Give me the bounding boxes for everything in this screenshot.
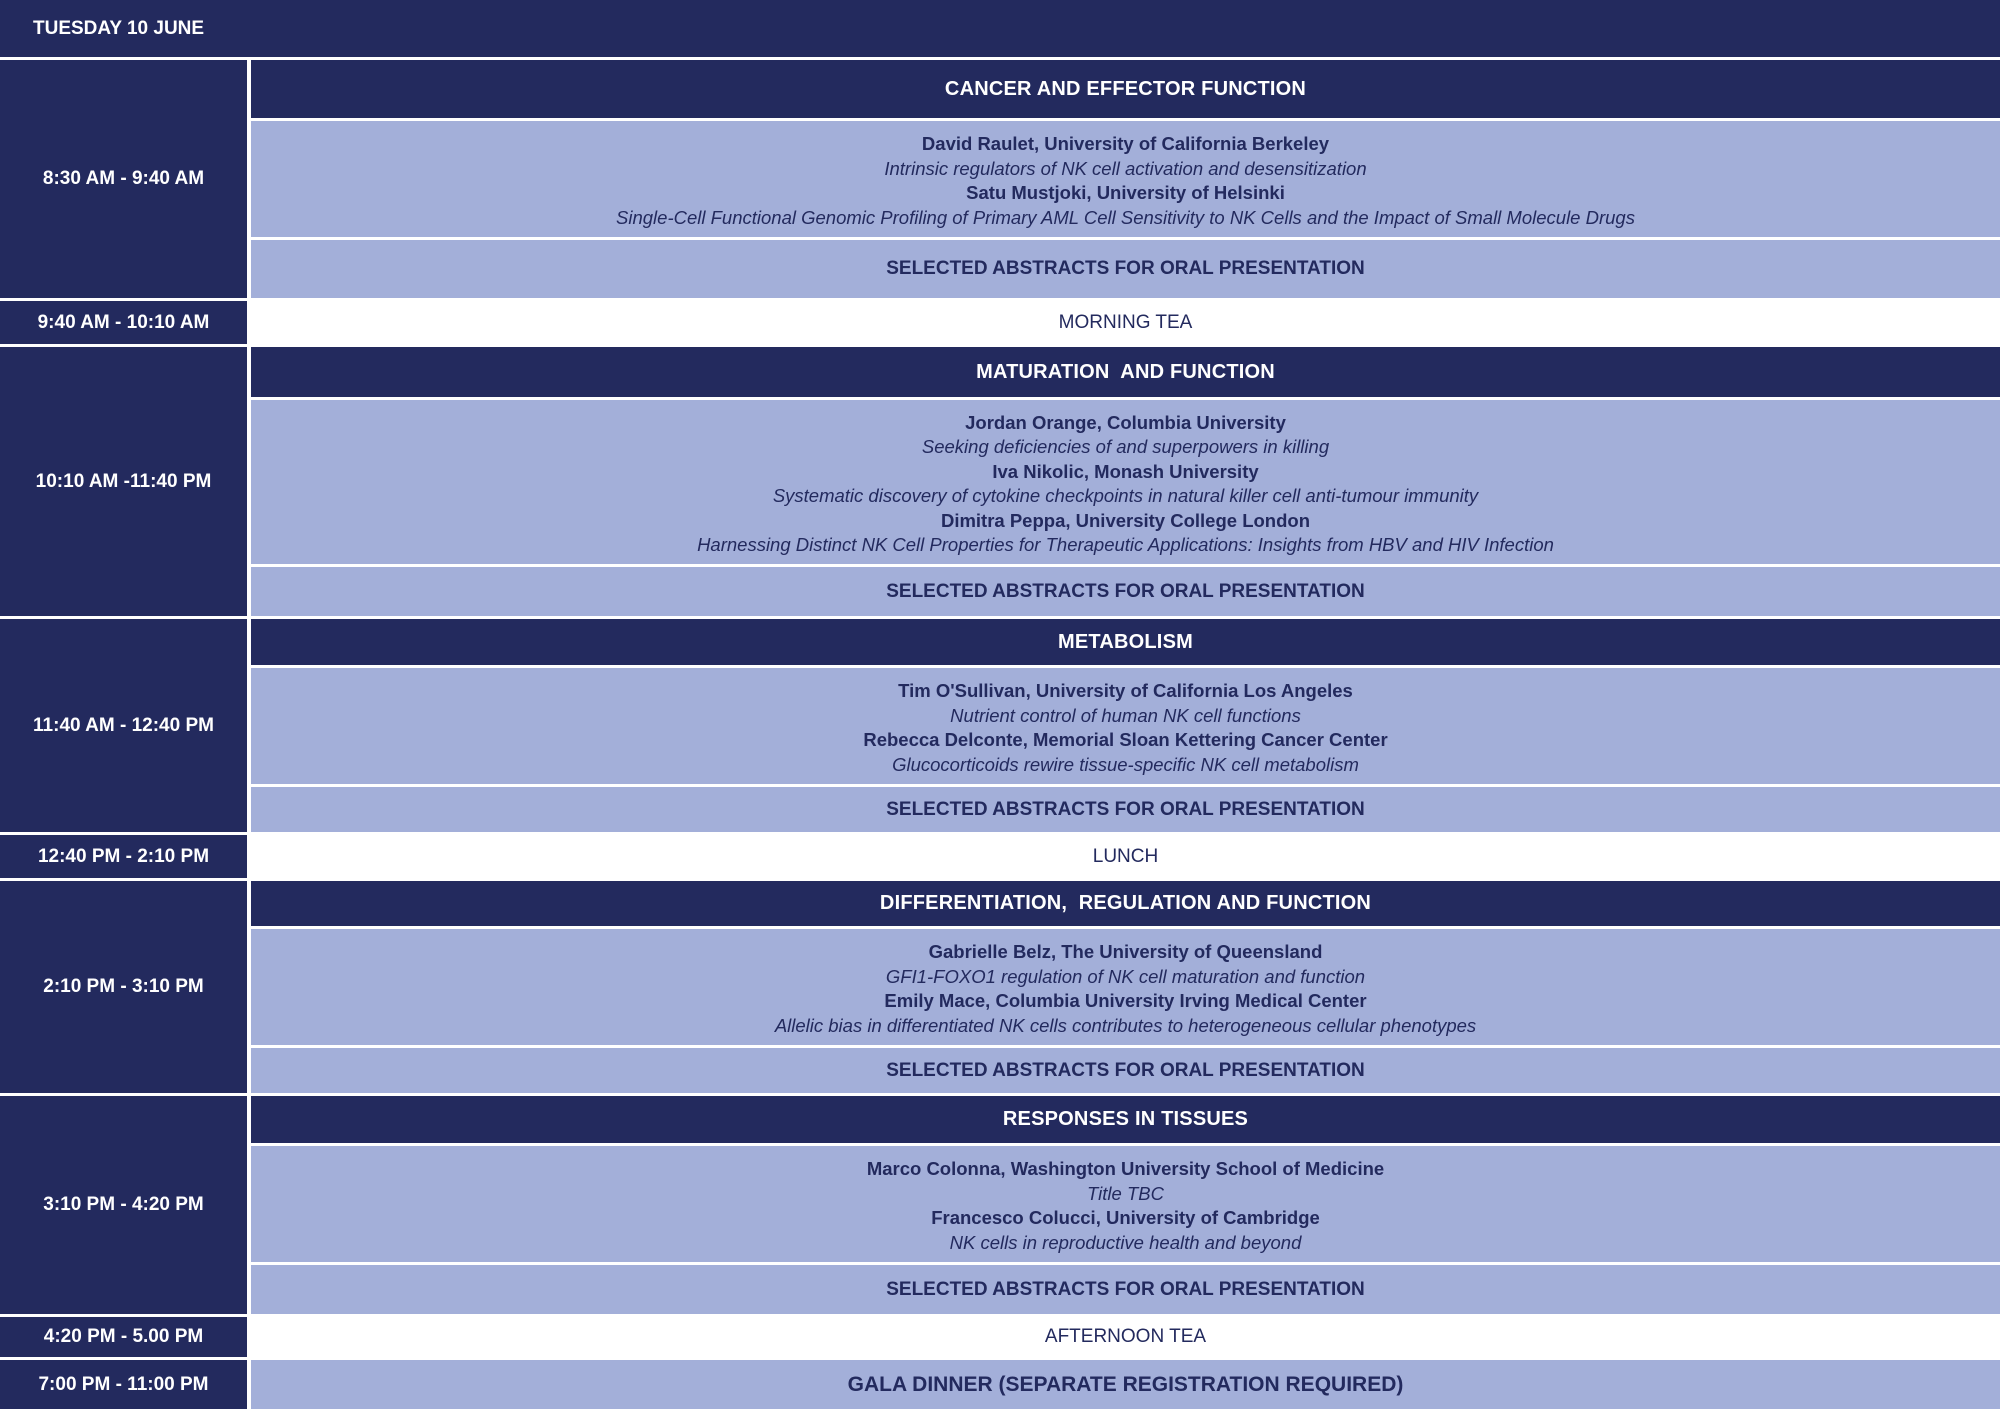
- break-cell: [251, 835, 2000, 878]
- time-label: 9:40 AM - 10:10 AM: [37, 311, 210, 333]
- break-label: AFTERNOON TEA: [1044, 1326, 1207, 1347]
- time-label: 10:10 AM -11:40 PM: [35, 470, 212, 492]
- talk-title: Intrinsic regulators of NK cell activation and desensitization: [884, 157, 1367, 179]
- time-cell: [0, 1096, 247, 1314]
- talks-cell: [251, 121, 2000, 237]
- speaker: Dimitra Peppa, University College London: [940, 509, 1311, 531]
- time-cell: [0, 881, 247, 1093]
- time-cell: [0, 835, 247, 878]
- time-cell: [0, 1317, 247, 1357]
- speaker: Tim O'Sullivan, University of California Los Angeles: [898, 680, 1353, 701]
- speaker: David Raulet, University of California Berkeley: [921, 133, 1330, 154]
- time-label: 12:40 PM - 2:10 PM: [37, 845, 210, 867]
- selected-abstracts: [251, 567, 2000, 616]
- break-label: LUNCH: [1092, 845, 1159, 867]
- day-header: [0, 0, 2000, 57]
- talk-title: Harnessing Distinct NK Cell Properties for Therapeutic Applications: Insights from HBV and HIV Infection: [697, 534, 1554, 555]
- time-cell: [0, 619, 247, 832]
- selected-abstracts: [251, 1048, 2000, 1093]
- talk-title: Seeking deficiencies of and superpowers in killing: [921, 436, 1330, 457]
- talk-title: GFI1-FOXO1 regulation of NK cell maturation and function: [885, 965, 1366, 987]
- speaker: Rebecca Delconte, Memorial Sloan Kettering Cancer Center: [863, 729, 1388, 750]
- speaker: Emily Mace, Columbia University Irving Medical Center: [884, 990, 1367, 1011]
- time-label: 3:10 PM - 4:20 PM: [43, 1194, 204, 1215]
- talk-title: Nutrient control of human NK cell functions: [950, 704, 1301, 726]
- gala-dinner-cell: [251, 1360, 2000, 1409]
- talk-title: Single-Cell Functional Genomic Profiling of Primary AML Cell Sensitivity to NK Cells and the Impact of Small Molecule Drugs: [616, 206, 1635, 228]
- talks-cell: [251, 668, 2000, 784]
- session-title: [251, 1096, 2000, 1143]
- session-title: [251, 881, 2000, 926]
- speaker: Marco Colonna, Washington University School of Medicine: [866, 1158, 1385, 1179]
- session-label: CANCER AND EFFECTOR FUNCTION: [944, 77, 1307, 100]
- time-cell: [0, 301, 247, 344]
- break-label: MORNING TEA: [1058, 311, 1193, 333]
- time-cell: [0, 347, 247, 616]
- speaker: Satu Mustjoki, University of Helsinki: [966, 182, 1285, 203]
- time-label: 4:20 PM - 5.00 PM: [43, 1326, 204, 1347]
- session-label: MATURATION AND FUNCTION: [976, 360, 1275, 383]
- talk-title: Systematic discovery of cytokine checkpoints in natural killer cell anti-tumour immunity: [772, 485, 1479, 506]
- selected-abstracts: [251, 787, 2000, 832]
- talk-title: Allelic bias in differentiated NK cells contributes to heterogeneous cellular phenotypes: [774, 1014, 1477, 1036]
- talk-title: Glucocorticoids rewire tissue-specific NK cell metabolism: [892, 753, 1359, 775]
- time-label: 2:10 PM - 3:10 PM: [43, 976, 204, 997]
- selected-abstracts: [251, 1265, 2000, 1314]
- session-title: [251, 60, 2000, 118]
- talks-cell: [251, 929, 2000, 1045]
- session-title: [251, 619, 2000, 665]
- selected-label: SELECTED ABSTRACTS FOR ORAL PRESENTATION: [886, 258, 1365, 279]
- time-label: 8:30 AM - 9:40 AM: [42, 168, 205, 189]
- selected-label: SELECTED ABSTRACTS FOR ORAL PRESENTATION: [886, 1278, 1365, 1300]
- session-label: DIFFERENTIATION, REGULATION AND FUNCTION: [879, 892, 1372, 914]
- session-label: METABOLISM: [1058, 630, 1193, 653]
- session-label: RESPONSES IN TISSUES: [1002, 1108, 1249, 1130]
- selected-label: SELECTED ABSTRACTS FOR ORAL PRESENTATION: [886, 798, 1365, 820]
- talk-title: Title TBC: [1087, 1182, 1164, 1204]
- time-label: 7:00 PM - 11:00 PM: [38, 1373, 209, 1395]
- day-label: TUESDAY 10 JUNE: [33, 17, 205, 39]
- time-cell: [0, 1360, 247, 1409]
- selected-label: SELECTED ABSTRACTS FOR ORAL PRESENTATION: [886, 1059, 1365, 1081]
- speaker: Francesco Colucci, University of Cambridge: [931, 1207, 1320, 1228]
- break-cell: [251, 301, 2000, 344]
- talks-cell: [251, 400, 2000, 564]
- selected-abstracts: [251, 240, 2000, 298]
- selected-label: SELECTED ABSTRACTS FOR ORAL PRESENTATION: [886, 580, 1365, 602]
- break-cell: [251, 1317, 2000, 1357]
- time-cell: [0, 60, 247, 298]
- speaker: Jordan Orange, Columbia University: [965, 411, 1286, 433]
- speaker: Iva Nikolic, Monash University: [992, 460, 1259, 482]
- time-label: 11:40 AM - 12:40 PM: [33, 714, 214, 736]
- talk-title: NK cells in reproductive health and beyond: [949, 1231, 1302, 1253]
- speaker: Gabrielle Belz, The University of Queensland: [928, 941, 1323, 962]
- talks-cell: [251, 1146, 2000, 1262]
- session-title: [251, 347, 2000, 397]
- gala-label: GALA DINNER (SEPARATE REGISTRATION REQUIRED): [847, 1372, 1404, 1396]
